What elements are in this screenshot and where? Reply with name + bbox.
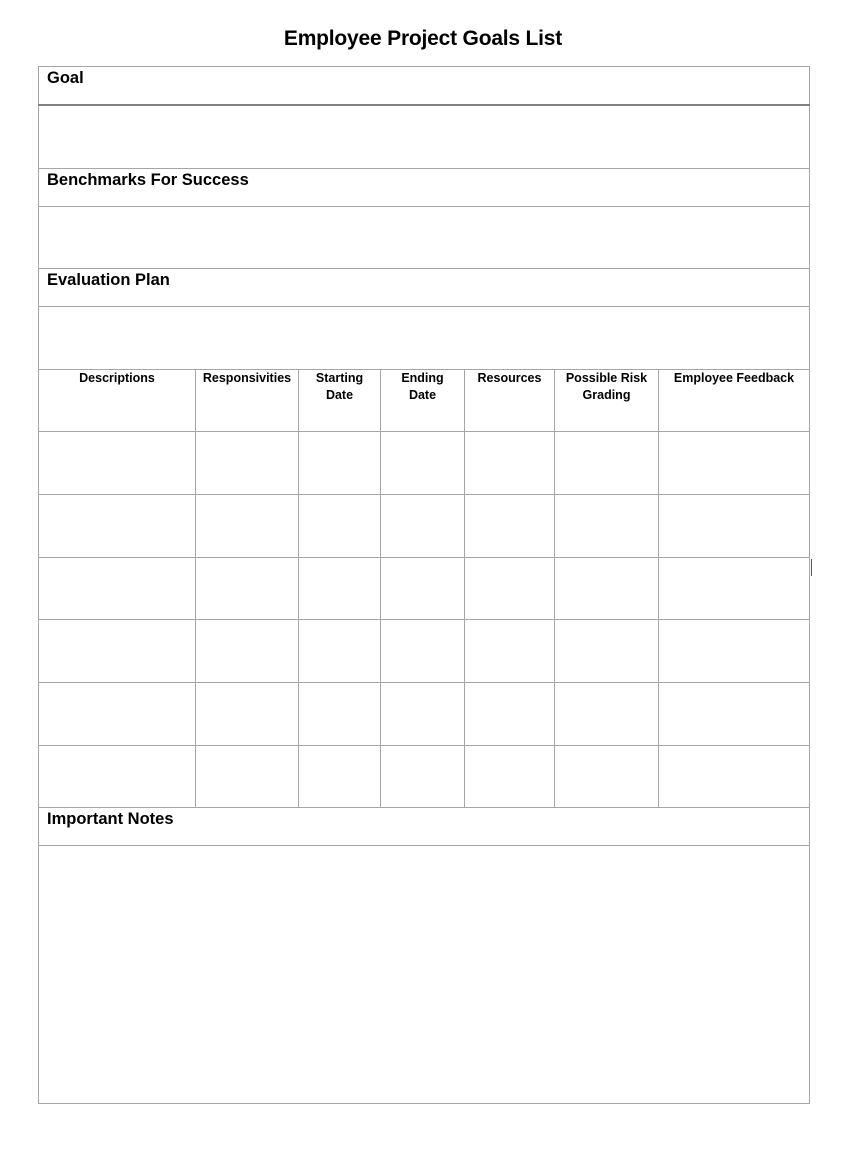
table-row-divider bbox=[38, 494, 810, 495]
table-bottom-border bbox=[38, 807, 810, 808]
table-column-divider bbox=[658, 369, 659, 808]
form-frame bbox=[38, 66, 810, 1104]
column-header-responsivities: Responsivities bbox=[202, 371, 292, 385]
table-row-divider bbox=[38, 682, 810, 683]
table-row-divider bbox=[38, 557, 810, 558]
table-row-divider bbox=[38, 431, 810, 432]
goal-label: Goal bbox=[47, 69, 84, 87]
column-header-descriptions: Descriptions bbox=[79, 371, 155, 385]
column-header-ending-date: Ending Date bbox=[401, 371, 444, 402]
evaluation-plan-label: Evaluation Plan bbox=[47, 271, 170, 289]
goal-divider bbox=[38, 104, 810, 106]
important-notes-divider bbox=[38, 845, 810, 846]
table-row-divider bbox=[38, 619, 810, 620]
table-column-divider bbox=[298, 369, 299, 808]
table-column-divider bbox=[380, 369, 381, 808]
column-header-possible-risk-grading: Possible Risk Grading bbox=[565, 371, 648, 402]
column-header-employee-feedback: Employee Feedback bbox=[673, 371, 795, 385]
column-header-resources: Resources bbox=[477, 371, 542, 385]
table-row-divider bbox=[38, 745, 810, 746]
document-title: Employee Project Goals List bbox=[283, 27, 563, 50]
divider-benchmarks bbox=[38, 168, 810, 169]
column-header-starting-date: Starting Date bbox=[315, 371, 364, 402]
benchmarks-divider bbox=[38, 206, 810, 207]
text-cursor bbox=[811, 559, 812, 576]
table-column-divider bbox=[554, 369, 555, 808]
important-notes-label: Important Notes bbox=[47, 810, 174, 828]
table-column-divider bbox=[195, 369, 196, 808]
evaluation-divider bbox=[38, 306, 810, 307]
table-column-divider bbox=[464, 369, 465, 808]
divider-evaluation bbox=[38, 268, 810, 269]
benchmarks-label: Benchmarks For Success bbox=[47, 171, 249, 189]
